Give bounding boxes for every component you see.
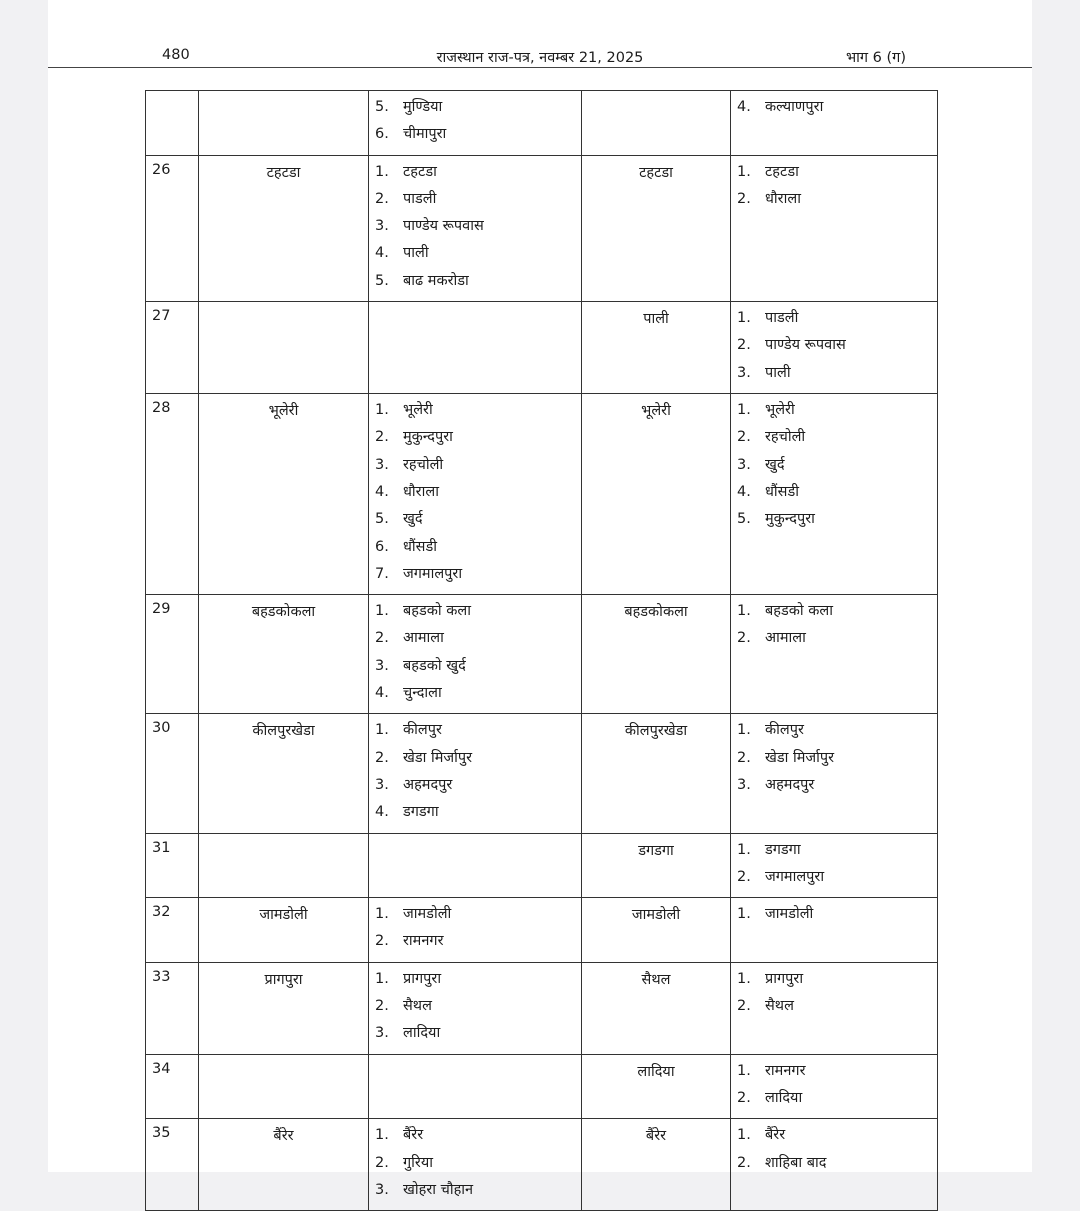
- item-number: 3.: [375, 1181, 389, 1198]
- new-villages-cell: [731, 833, 938, 898]
- item-name: प्रागपुरा: [765, 970, 804, 987]
- old-panchayat-name: प्रागपुरा: [264, 971, 303, 988]
- village-item: [375, 969, 575, 996]
- serial-number: 30: [152, 720, 171, 737]
- new-panchayat-cell: [582, 302, 731, 394]
- new-panchayat-cell: [582, 1119, 731, 1211]
- village-item: [737, 775, 931, 802]
- new-villages-cell: [731, 962, 938, 1054]
- item-number: 2.: [375, 749, 389, 766]
- item-number: 2.: [375, 429, 389, 446]
- table-row: [146, 394, 938, 595]
- new-panchayat-cell: [582, 1054, 731, 1119]
- village-item: [375, 564, 575, 591]
- item-number: 2.: [737, 998, 751, 1015]
- table-row: [146, 155, 938, 301]
- item-number: 3.: [737, 364, 751, 381]
- old-panchayat-cell: [199, 833, 369, 898]
- item-name: पाली: [403, 245, 429, 262]
- village-item: [737, 996, 931, 1023]
- village-item: [375, 509, 575, 536]
- item-name: रहचोली: [403, 456, 444, 473]
- item-name: शाहिबा बाद: [765, 1154, 827, 1171]
- old-panchayat-name: भूलेरी: [268, 403, 299, 420]
- serial-number-cell: [146, 394, 199, 595]
- village-item: [737, 840, 931, 867]
- old-villages-cell: [369, 898, 582, 963]
- village-item: [375, 1180, 575, 1207]
- item-number: 2.: [375, 933, 389, 950]
- village-item: [375, 720, 575, 747]
- item-name: जगमालपुरा: [403, 565, 463, 582]
- old-panchayat-name: जामडोली: [259, 907, 308, 924]
- item-number: 4.: [375, 685, 389, 702]
- table-row: [146, 1119, 938, 1211]
- item-name: पाण्डेय रूपवास: [403, 218, 484, 235]
- item-name: सैथल: [403, 998, 432, 1015]
- item-name: टहटडा: [403, 163, 437, 180]
- new-villages-cell: [731, 155, 938, 301]
- new-panchayat-name: डगडगा: [638, 842, 674, 859]
- gazette-page: [48, 0, 1032, 1198]
- item-number: 2.: [375, 998, 389, 1015]
- village-item: [375, 904, 575, 931]
- new-panchayat-name: टहटडा: [639, 164, 673, 181]
- new-villages-cell: [731, 394, 938, 595]
- table-row: [146, 898, 938, 963]
- item-name: डगडगा: [403, 804, 439, 821]
- item-name: गुरिया: [403, 1154, 434, 1171]
- village-item: [375, 802, 575, 829]
- item-name: भूलेरी: [765, 402, 795, 419]
- item-name: लादिया: [765, 1089, 803, 1106]
- village-item: [375, 1023, 575, 1050]
- new-villages-cell: [731, 714, 938, 833]
- item-number: 7.: [375, 565, 389, 582]
- serial-number: 31: [152, 839, 171, 856]
- new-panchayat-name: सैथल: [641, 971, 671, 988]
- item-number: 2.: [737, 1154, 751, 1171]
- item-name: कल्याणपुरा: [765, 99, 824, 115]
- item-name: खुर्द: [403, 511, 423, 528]
- gazette-title: राजस्थान राज-पत्र, नवम्बर 21, 2025: [436, 50, 644, 66]
- old-villages-cell: [369, 714, 582, 833]
- village-item: [375, 748, 575, 775]
- item-number: 2.: [375, 1154, 389, 1171]
- item-number: 2.: [737, 749, 751, 766]
- item-number: 2.: [737, 1089, 751, 1106]
- item-number: 5.: [737, 511, 751, 528]
- item-number: 2.: [375, 190, 389, 207]
- item-number: 6.: [375, 538, 389, 555]
- item-number: 5.: [375, 511, 389, 528]
- item-number: 4.: [737, 483, 751, 500]
- item-name: मुकुन्दपुरा: [765, 511, 815, 528]
- village-item: [737, 363, 931, 390]
- old-panchayat-cell: [199, 898, 369, 963]
- item-name: रामनगर: [765, 1062, 806, 1079]
- new-villages-cell: [731, 302, 938, 394]
- serial-number-cell: [146, 302, 199, 394]
- new-villages-cell: [731, 1119, 938, 1211]
- new-villages-cell: [731, 1054, 938, 1119]
- old-panchayat-name: कीलपुरखेडा: [252, 723, 315, 740]
- item-name: टहटडा: [765, 163, 799, 180]
- item-name: धौराला: [765, 190, 801, 207]
- serial-number: 27: [152, 308, 171, 325]
- item-name: बाढ मकरोडा: [403, 272, 469, 289]
- village-item: [375, 683, 575, 710]
- village-item: [375, 400, 575, 427]
- table-row: [146, 833, 938, 898]
- old-panchayat-name: बहडकोकला: [251, 604, 316, 621]
- item-name: कीलपुर: [403, 722, 442, 739]
- village-item: [737, 1088, 931, 1115]
- item-name: खेडा मिर्जापुर: [765, 749, 835, 766]
- village-item: [737, 601, 931, 628]
- item-name: पाण्डेय रूपवास: [765, 337, 846, 354]
- new-panchayat-name: कीलपुरखेडा: [624, 723, 688, 740]
- item-number: 4.: [375, 245, 389, 262]
- new-panchayat-cell: [582, 898, 731, 963]
- old-panchayat-cell: [199, 394, 369, 595]
- village-item: [737, 748, 931, 775]
- serial-number-cell: [146, 1054, 199, 1119]
- item-name: पाडली: [403, 190, 437, 207]
- table-row: [146, 1054, 938, 1119]
- gazette-part: भाग 6 (ग): [845, 50, 906, 66]
- item-name: अहमदपुर: [403, 776, 453, 793]
- item-number: 4.: [375, 804, 389, 821]
- item-name: धौंसडी: [765, 483, 799, 500]
- new-panchayat-cell: [582, 155, 731, 301]
- item-number: 3.: [737, 456, 751, 473]
- item-name: पाडली: [765, 310, 799, 327]
- item-name: सैथल: [765, 998, 794, 1015]
- old-panchayat-name: टहटडा: [266, 164, 301, 181]
- item-name: रहचोली: [765, 429, 806, 446]
- item-name: आमाला: [403, 630, 444, 647]
- village-item: [375, 775, 575, 802]
- table-row: [146, 714, 938, 833]
- item-name: चुन्दाला: [403, 685, 442, 702]
- serial-number-cell: [146, 833, 199, 898]
- new-villages-cell: [731, 898, 938, 963]
- item-number: 1.: [375, 906, 389, 923]
- new-panchayat-cell: [582, 595, 731, 714]
- village-item: [737, 867, 931, 894]
- item-number: 1.: [737, 970, 751, 987]
- item-name: धौंसडी: [403, 538, 437, 555]
- old-villages-cell: [369, 833, 582, 898]
- old-panchayat-cell: [199, 714, 369, 833]
- item-number: 3.: [737, 776, 751, 793]
- village-item: [737, 482, 931, 509]
- new-panchayat-name: बैंरेर: [645, 1128, 667, 1145]
- item-name: जामडोली: [403, 906, 452, 923]
- village-item: [737, 400, 931, 427]
- new-panchayat-cell: [582, 91, 731, 156]
- new-panchayat-cell: [582, 714, 731, 833]
- new-panchayat-name: लादिया: [637, 1063, 675, 1080]
- item-name: धौराला: [403, 483, 439, 500]
- serial-number-cell: [146, 155, 199, 301]
- item-number: 3.: [375, 776, 389, 793]
- item-number: 3.: [375, 456, 389, 473]
- item-number: 2.: [737, 429, 751, 446]
- old-villages-cell: [369, 155, 582, 301]
- serial-number: 32: [152, 904, 171, 921]
- item-number: 3.: [375, 1025, 389, 1042]
- old-villages-cell: [369, 595, 582, 714]
- village-item: [375, 601, 575, 628]
- item-name: अहमदपुर: [765, 776, 815, 793]
- item-name: डगडगा: [765, 841, 801, 858]
- serial-number: 26: [152, 161, 171, 178]
- village-item: [375, 124, 575, 151]
- item-number: 1.: [737, 310, 751, 327]
- village-item: [737, 628, 931, 655]
- serial-number: 33: [152, 968, 171, 985]
- item-number: 2.: [737, 630, 751, 647]
- village-item: [375, 97, 575, 124]
- new-panchayat-name: भूलेरी: [641, 403, 671, 420]
- new-villages-cell: [731, 91, 938, 156]
- item-number: 2.: [737, 868, 751, 885]
- old-villages-cell: [369, 394, 582, 595]
- new-villages-cell: [731, 595, 938, 714]
- serial-number: 35: [152, 1125, 171, 1142]
- village-item: [375, 482, 575, 509]
- item-name: बैंरेर: [765, 1127, 786, 1144]
- new-panchayat-name: बहडकोकला: [624, 604, 688, 621]
- village-item: [737, 904, 931, 931]
- item-name: जगमालपुरा: [765, 868, 825, 885]
- item-number: 3.: [375, 218, 389, 235]
- village-item: [737, 97, 931, 124]
- item-name: मुकुन्दपुरा: [403, 429, 453, 446]
- village-item: [375, 537, 575, 564]
- item-name: मुण्डिया: [403, 99, 443, 115]
- village-table: [145, 90, 938, 1211]
- village-item: [375, 271, 575, 298]
- item-name: प्रागपुरा: [403, 970, 442, 987]
- village-item: [375, 996, 575, 1023]
- old-panchayat-cell: [199, 595, 369, 714]
- item-number: 1.: [737, 906, 751, 923]
- item-number: 1.: [375, 722, 389, 739]
- old-villages-cell: [369, 962, 582, 1054]
- village-item: [375, 243, 575, 270]
- village-item: [375, 1153, 575, 1180]
- old-panchayat-cell: [199, 1054, 369, 1119]
- page-number: 480: [162, 47, 190, 63]
- serial-number: 28: [152, 400, 171, 417]
- item-number: 1.: [375, 1127, 389, 1144]
- village-item: [375, 189, 575, 216]
- village-item: [737, 455, 931, 482]
- new-panchayat-cell: [582, 833, 731, 898]
- village-item: [375, 162, 575, 189]
- item-name: बहडको कला: [403, 603, 471, 620]
- item-number: 5.: [375, 272, 389, 289]
- serial-number-cell: [146, 962, 199, 1054]
- old-panchayat-cell: [199, 302, 369, 394]
- village-item: [375, 931, 575, 958]
- village-item: [737, 969, 931, 996]
- table-row: [146, 962, 938, 1054]
- item-number: 1.: [737, 402, 751, 419]
- new-panchayat-cell: [582, 394, 731, 595]
- item-number: 1.: [737, 1062, 751, 1079]
- old-villages-cell: [369, 91, 582, 156]
- table-row: [146, 595, 938, 714]
- item-name: जामडोली: [765, 906, 814, 923]
- item-number: 1.: [737, 722, 751, 739]
- item-number: 2.: [737, 190, 751, 207]
- item-number: 3.: [375, 657, 389, 674]
- page-header: [48, 47, 1032, 68]
- item-number: 5.: [375, 99, 389, 115]
- table-row: [146, 302, 938, 394]
- serial-number-cell: [146, 714, 199, 833]
- item-name: चीमापुरा: [403, 126, 447, 143]
- village-item: [375, 427, 575, 454]
- item-number: 1.: [375, 402, 389, 419]
- village-item: [737, 162, 931, 189]
- item-number: 4.: [737, 99, 751, 115]
- serial-number-cell: [146, 91, 199, 156]
- village-item: [737, 308, 931, 335]
- old-villages-cell: [369, 1119, 582, 1211]
- village-item: [737, 1153, 931, 1180]
- item-name: पाली: [765, 364, 791, 381]
- village-item: [375, 216, 575, 243]
- village-item: [737, 509, 931, 536]
- item-name: खेडा मिर्जापुर: [403, 749, 473, 766]
- item-number: 4.: [375, 483, 389, 500]
- item-number: 1.: [375, 970, 389, 987]
- old-panchayat-cell: [199, 1119, 369, 1211]
- item-number: 1.: [737, 603, 751, 620]
- item-number: 2.: [737, 337, 751, 354]
- village-item: [375, 656, 575, 683]
- old-villages-cell: [369, 302, 582, 394]
- item-number: 1.: [737, 163, 751, 180]
- old-panchayat-cell: [199, 155, 369, 301]
- item-name: लादिया: [403, 1025, 441, 1042]
- serial-number-cell: [146, 898, 199, 963]
- new-panchayat-name: पाली: [643, 311, 669, 328]
- serial-number-cell: [146, 595, 199, 714]
- old-panchayat-name: बैंरेर: [273, 1128, 294, 1145]
- item-name: खोहरा चौहान: [403, 1181, 474, 1198]
- village-item: [737, 720, 931, 747]
- village-item: [737, 1061, 931, 1088]
- item-name: खुर्द: [765, 456, 785, 473]
- new-panchayat-name: जामडोली: [631, 907, 681, 924]
- village-item: [737, 1125, 931, 1152]
- item-name: भूलेरी: [403, 402, 433, 419]
- item-name: बहडको कला: [765, 603, 833, 620]
- new-panchayat-cell: [582, 962, 731, 1054]
- old-panchayat-cell: [199, 962, 369, 1054]
- village-item: [375, 1125, 575, 1152]
- item-name: आमाला: [765, 630, 806, 647]
- item-name: रामनगर: [403, 933, 444, 950]
- table-row: [146, 91, 938, 156]
- serial-number-cell: [146, 1119, 199, 1211]
- item-name: कीलपुर: [765, 722, 804, 739]
- item-number: 2.: [375, 630, 389, 647]
- item-number: 1.: [737, 1127, 751, 1144]
- village-item: [737, 335, 931, 362]
- item-number: 1.: [375, 163, 389, 180]
- village-item: [375, 455, 575, 482]
- item-number: 6.: [375, 126, 389, 143]
- serial-number: 34: [152, 1060, 171, 1077]
- item-number: 1.: [737, 841, 751, 858]
- item-name: बहडको खुर्द: [403, 657, 466, 674]
- old-panchayat-cell: [199, 91, 369, 156]
- village-item: [737, 189, 931, 216]
- item-number: 1.: [375, 603, 389, 620]
- village-item: [737, 427, 931, 454]
- item-name: बैंरेर: [403, 1127, 424, 1144]
- serial-number: 29: [152, 601, 171, 618]
- village-item: [375, 628, 575, 655]
- old-villages-cell: [369, 1054, 582, 1119]
